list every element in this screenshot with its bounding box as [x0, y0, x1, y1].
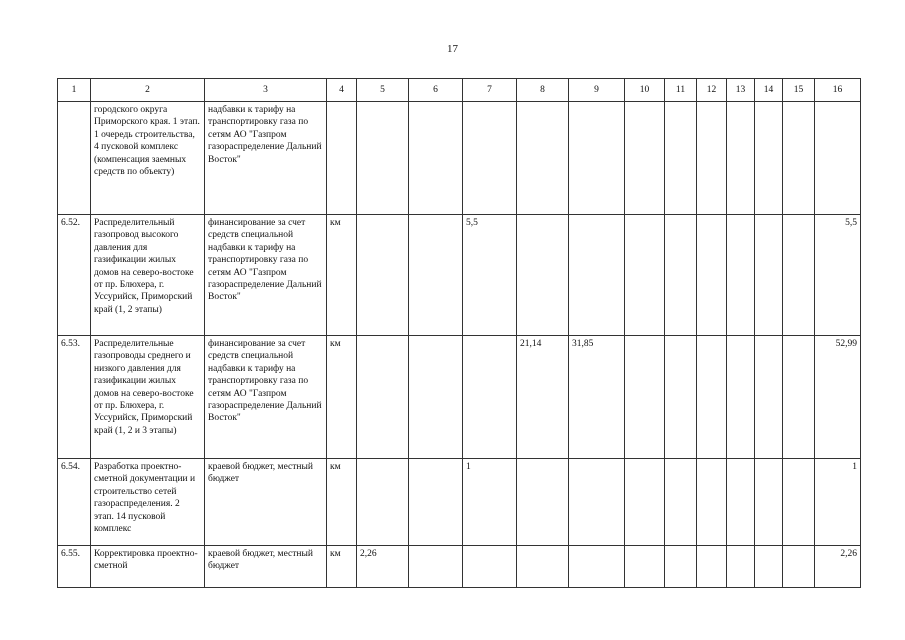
- col-8: [517, 215, 569, 336]
- col-15: [783, 102, 815, 215]
- col-15: [783, 215, 815, 336]
- col-14: [755, 102, 783, 215]
- header-cell: 13: [727, 79, 755, 102]
- col-8: [517, 459, 569, 546]
- col-7: [463, 546, 517, 588]
- col-16-total: 5,5: [815, 215, 861, 336]
- col-8: 21,14: [517, 336, 569, 459]
- col-5: 2,26: [357, 546, 409, 588]
- header-cell: 3: [205, 79, 327, 102]
- col-8: [517, 546, 569, 588]
- col-5: [357, 459, 409, 546]
- col-13: [727, 102, 755, 215]
- col-15: [783, 546, 815, 588]
- col-7: 1: [463, 459, 517, 546]
- col-9: 31,85: [569, 336, 625, 459]
- row-number: 6.52.: [58, 215, 91, 336]
- col-5: [357, 102, 409, 215]
- col-6: [409, 215, 463, 336]
- col-7: [463, 102, 517, 215]
- col-13: [727, 215, 755, 336]
- row-number: [58, 102, 91, 215]
- table-row: [58, 102, 861, 215]
- financing-source: надбавки к тарифу на транспортировку газа по сетям АО "Газпром газораспределение Дальний Восток": [205, 102, 327, 215]
- header-cell: 4: [327, 79, 357, 102]
- col-11: [665, 102, 697, 215]
- table-row: [58, 546, 861, 588]
- col-16-total: 52,99: [815, 336, 861, 459]
- col-11: [665, 459, 697, 546]
- row-number: 6.54.: [58, 459, 91, 546]
- col-5: [357, 336, 409, 459]
- header-cell: 11: [665, 79, 697, 102]
- col-12: [697, 215, 727, 336]
- financing-source: краевой бюджет, местный бюджет: [205, 546, 327, 588]
- object-name: Распределительный газопровод высокого давления для газификации жилых домов на северо-востоке от пр. Блюхера, г. Уссурийск, Приморский край (1, 2 этапы): [91, 215, 205, 336]
- col-5: [357, 215, 409, 336]
- header-cell: 7: [463, 79, 517, 102]
- col-12: [697, 546, 727, 588]
- col-9: [569, 102, 625, 215]
- col-14: [755, 459, 783, 546]
- col-6: [409, 546, 463, 588]
- financing-source: финансирование за счет средств специальной надбавки к тарифу на транспортировку газа по сетям АО "Газпром газораспределение Дальний Восток": [205, 215, 327, 336]
- unit: км: [327, 546, 357, 588]
- col-11: [665, 215, 697, 336]
- col-10: [625, 459, 665, 546]
- header-row: [58, 79, 861, 102]
- header-cell: 12: [697, 79, 727, 102]
- col-14: [755, 546, 783, 588]
- col-13: [727, 546, 755, 588]
- header-cell: 9: [569, 79, 625, 102]
- col-6: [409, 102, 463, 215]
- col-15: [783, 336, 815, 459]
- col-6: [409, 336, 463, 459]
- object-name: Разработка проектно-сметной документации и строительство сетей газораспределения. 2 этап. 14 пусковой комплекс: [91, 459, 205, 546]
- col-13: [727, 459, 755, 546]
- col-10: [625, 546, 665, 588]
- col-7: 5,5: [463, 215, 517, 336]
- header-cell: 14: [755, 79, 783, 102]
- table-row: [58, 215, 861, 336]
- object-name: городского округа Приморского края. 1 этап. 1 очередь строительства, 4 пусковой комплекс (компенсация заемных средств по объекту): [91, 102, 205, 215]
- col-14: [755, 215, 783, 336]
- financing-source: финансирование за счет средств специальной надбавки к тарифу на транспортировку газа по сетям АО "Газпром газораспределение Дальний Восток": [205, 336, 327, 459]
- col-11: [665, 546, 697, 588]
- header-cell: 6: [409, 79, 463, 102]
- unit: км: [327, 215, 357, 336]
- col-8: [517, 102, 569, 215]
- header-cell: 2: [91, 79, 205, 102]
- col-13: [727, 336, 755, 459]
- col-15: [783, 459, 815, 546]
- col-16-total: 2,26: [815, 546, 861, 588]
- row-number: 6.53.: [58, 336, 91, 459]
- col-12: [697, 459, 727, 546]
- header-cell: 10: [625, 79, 665, 102]
- unit: км: [327, 459, 357, 546]
- financing-source: краевой бюджет, местный бюджет: [205, 459, 327, 546]
- header-cell: 1: [58, 79, 91, 102]
- col-16-total: [815, 102, 861, 215]
- col-9: [569, 546, 625, 588]
- header-cell: 5: [357, 79, 409, 102]
- col-12: [697, 336, 727, 459]
- col-11: [665, 336, 697, 459]
- col-10: [625, 336, 665, 459]
- col-6: [409, 459, 463, 546]
- header-cell: 16: [815, 79, 861, 102]
- col-14: [755, 336, 783, 459]
- object-name: Распределительные газопроводы среднего и низкого давления для газификации жилых домов на северо-востоке от пр. Блюхера, г. Уссурийск, Приморский край (1, 2 и 3 этапы): [91, 336, 205, 459]
- col-7: [463, 336, 517, 459]
- table-row: [58, 336, 861, 459]
- unit: км: [327, 336, 357, 459]
- page-number: 17: [447, 43, 458, 55]
- table-row: [58, 459, 861, 546]
- header-cell: 15: [783, 79, 815, 102]
- col-16-total: 1: [815, 459, 861, 546]
- col-10: [625, 102, 665, 215]
- program-table: [57, 78, 861, 588]
- col-10: [625, 215, 665, 336]
- row-number: 6.55.: [58, 546, 91, 588]
- header-cell: 8: [517, 79, 569, 102]
- object-name: Корректировка проектно-сметной: [91, 546, 205, 588]
- unit: [327, 102, 357, 215]
- col-12: [697, 102, 727, 215]
- col-9: [569, 215, 625, 336]
- col-9: [569, 459, 625, 546]
